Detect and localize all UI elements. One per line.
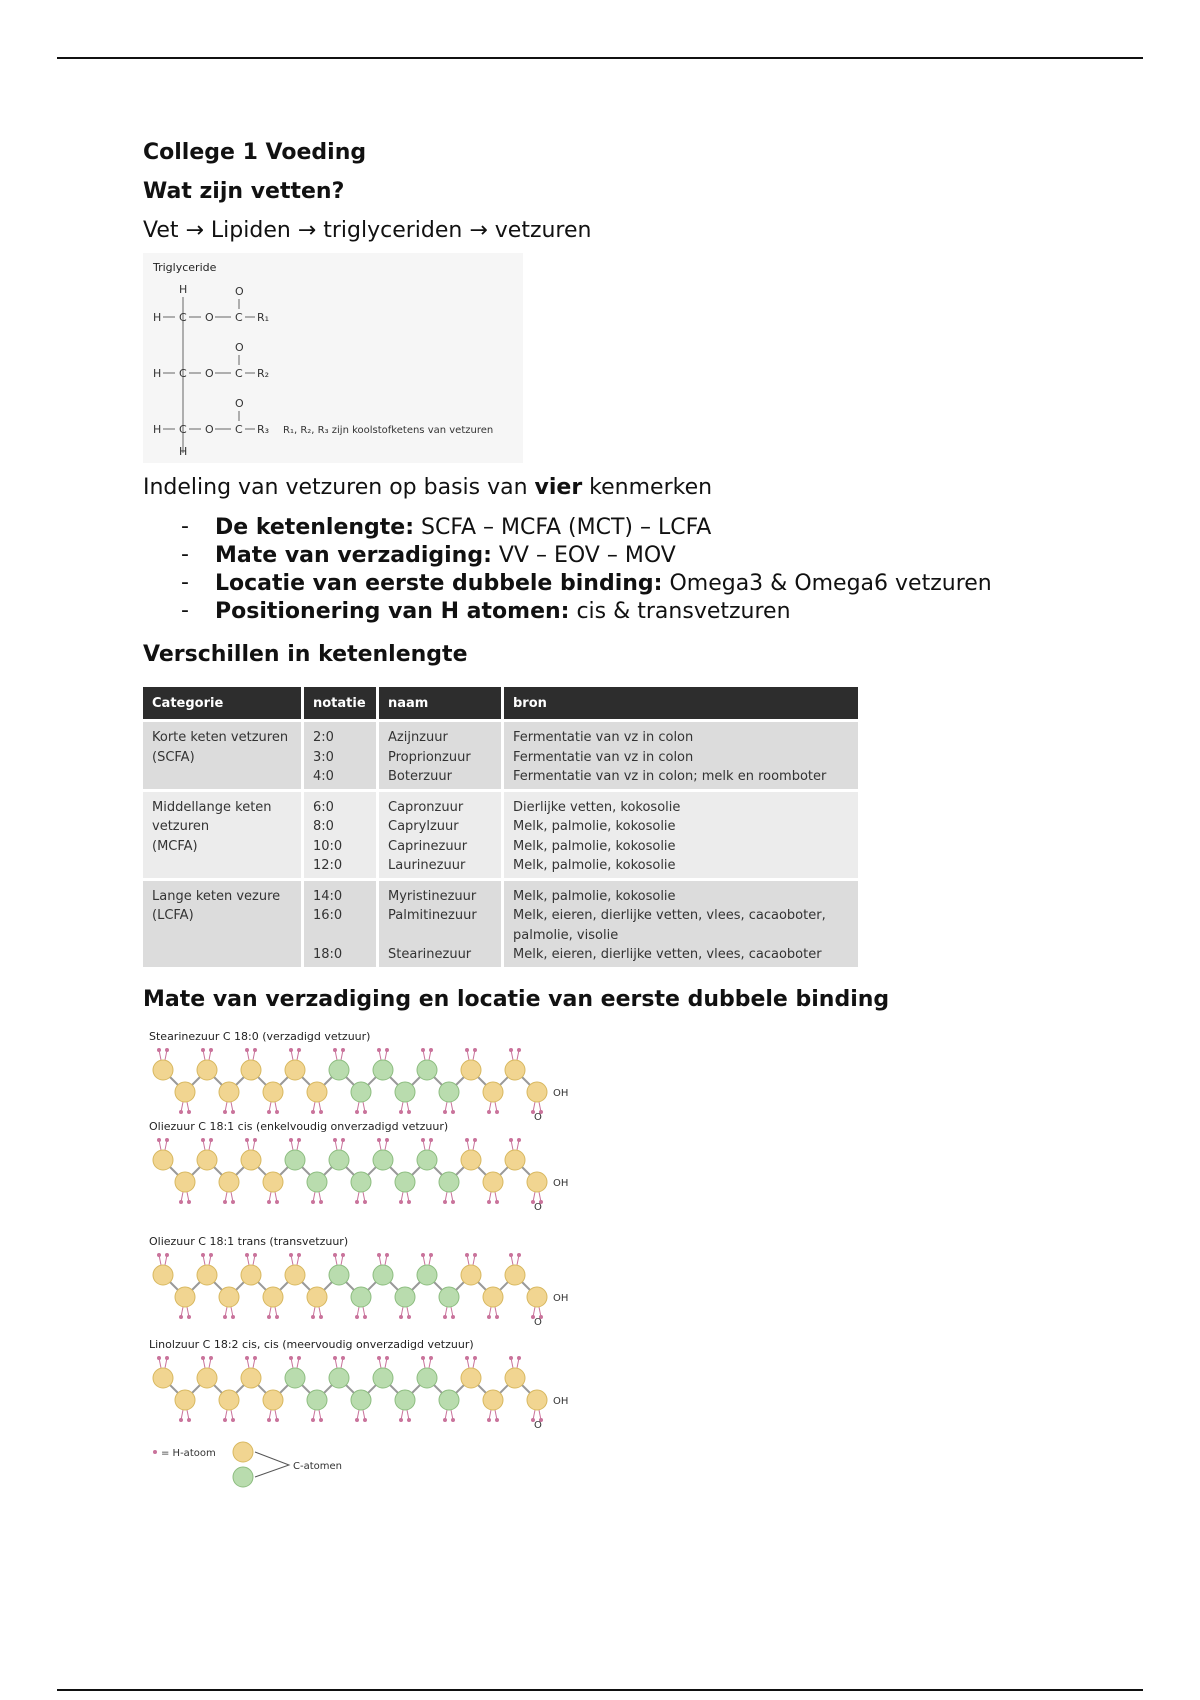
carbon-atom <box>329 1150 349 1170</box>
hydrogen-atom <box>451 1200 455 1204</box>
heading-what-are-fats: Wat zijn vetten? <box>143 179 345 204</box>
table-cell: 6:0 8:0 10:0 12:0 <box>303 790 378 879</box>
hydrogen-atom <box>429 1048 433 1052</box>
hydrogen-atom <box>487 1200 491 1204</box>
list-item: - Positionering van H atomen: cis & transvetzuren <box>143 598 1143 626</box>
hydrogen-atom <box>297 1253 301 1257</box>
hydrogen-atom <box>473 1048 477 1052</box>
hydrogen-atom <box>223 1110 227 1114</box>
carbon-atom <box>505 1150 525 1170</box>
hydrogen-atom <box>509 1356 513 1360</box>
o-label: O <box>534 1419 542 1431</box>
hydrogen-atom <box>157 1138 161 1142</box>
list-item: - De ketenlengte: SCFA – MCFA (MCT) – LCFA <box>143 514 1143 542</box>
hydrogen-atom <box>245 1253 249 1257</box>
hydrogen-atom <box>399 1315 403 1319</box>
hydrogen-atom <box>267 1315 271 1319</box>
hydrogen-atom <box>385 1048 389 1052</box>
hydrogen-atom <box>223 1200 227 1204</box>
hydrogen-atom <box>443 1418 447 1422</box>
oh-label: OH <box>553 1395 569 1407</box>
hydrogen-atom <box>201 1356 205 1360</box>
hydrogen-atom <box>407 1418 411 1422</box>
svg-text:R₂: R₂ <box>257 367 270 380</box>
hydrogen-atom <box>333 1253 337 1257</box>
lipid-chain-line: Vet → Lipiden → triglyceriden → vetzuren <box>143 218 592 243</box>
svg-text:R₁: R₁ <box>257 311 270 324</box>
carbon-atom <box>263 1390 283 1410</box>
carbon-atom <box>241 1265 261 1285</box>
carbon-atom <box>285 1265 305 1285</box>
carbon-atom <box>373 1150 393 1170</box>
svg-text:H: H <box>153 311 162 324</box>
hydrogen-atom <box>443 1200 447 1204</box>
hydrogen-atom <box>377 1138 381 1142</box>
hydrogen-atom <box>201 1138 205 1142</box>
carbon-atom <box>307 1287 327 1307</box>
hydrogen-atom <box>231 1418 235 1422</box>
hydrogen-atom <box>209 1048 213 1052</box>
hydrogen-atom <box>429 1138 433 1142</box>
hydrogen-atom <box>517 1138 521 1142</box>
chain-length-table <box>143 687 861 967</box>
svg-text:C: C <box>179 423 187 436</box>
list-item: - Mate van verzadiging: VV – EOV – MOV <box>143 542 1143 570</box>
carbon-atom <box>483 1172 503 1192</box>
hydrogen-atom <box>275 1315 279 1319</box>
hydrogen-atom <box>451 1110 455 1114</box>
triglyceride-title: Triglyceride <box>153 261 217 274</box>
column-header: naam <box>378 687 503 721</box>
hydrogen-atom <box>465 1356 469 1360</box>
svg-text:H: H <box>153 367 162 380</box>
carbon-atom <box>329 1368 349 1388</box>
hydrogen-atom <box>187 1110 191 1114</box>
carbon-atom <box>241 1060 261 1080</box>
hydrogen-atom <box>209 1138 213 1142</box>
carbon-atom <box>329 1060 349 1080</box>
svg-text:O: O <box>235 341 244 354</box>
hydrogen-atom <box>245 1048 249 1052</box>
carbon-atom <box>417 1265 437 1285</box>
hydrogen-atom <box>297 1138 301 1142</box>
carbon-atom <box>439 1390 459 1410</box>
hydrogen-atom <box>289 1253 293 1257</box>
carbon-atom <box>439 1172 459 1192</box>
table-cell: Middellange keten vetzuren (MCFA) <box>143 790 303 879</box>
carbon-atom <box>373 1060 393 1080</box>
carbon-atom <box>241 1150 261 1170</box>
carbon-atom <box>219 1390 239 1410</box>
hydrogen-atom <box>473 1253 477 1257</box>
hydrogen-atom <box>473 1356 477 1360</box>
hydrogen-atom <box>245 1356 249 1360</box>
hydrogen-atom <box>289 1356 293 1360</box>
hydrogen-atom <box>429 1356 433 1360</box>
table-row <box>143 790 860 879</box>
hydrogen-atom <box>253 1253 257 1257</box>
hydrogen-atom <box>319 1110 323 1114</box>
heading-chain-length: Verschillen in ketenlengte <box>143 642 468 667</box>
hydrogen-atom <box>421 1138 425 1142</box>
oh-label: OH <box>553 1177 569 1189</box>
hydrogen-atom <box>157 1356 161 1360</box>
carbon-atom <box>197 1265 217 1285</box>
svg-text:C: C <box>235 423 243 436</box>
svg-text:O: O <box>205 367 214 380</box>
table-cell: Myristinezuur Palmitinezuur Stearinezuur <box>378 879 503 967</box>
carbon-atom <box>461 1368 481 1388</box>
table-cell: Azijnzuur Proprionzuur Boterzuur <box>378 721 503 791</box>
triglyceride-caption: R₁, R₂, R₃ zijn koolstofketens van vetzuren <box>283 425 494 436</box>
hydrogen-atom <box>495 1315 499 1319</box>
hydrogen-atom <box>341 1048 345 1052</box>
hydrogen-atom <box>187 1315 191 1319</box>
hydrogen-atom <box>231 1315 235 1319</box>
hydrogen-atom <box>267 1418 271 1422</box>
carbon-atom <box>263 1287 283 1307</box>
hydrogen-atom <box>253 1138 257 1142</box>
table-cell: 14:0 16:0 18:0 <box>303 879 378 967</box>
carbon-atom <box>197 1150 217 1170</box>
carbon-atom <box>197 1368 217 1388</box>
hydrogen-atom <box>487 1315 491 1319</box>
hydrogen-atom <box>487 1110 491 1114</box>
carbon-atom <box>417 1060 437 1080</box>
hydrogen-atom <box>201 1048 205 1052</box>
carbon-atom <box>461 1265 481 1285</box>
carbon-atom <box>505 1368 525 1388</box>
hydrogen-atom <box>399 1418 403 1422</box>
svg-text:C: C <box>235 367 243 380</box>
hydrogen-atom <box>421 1253 425 1257</box>
classification-intro: Indeling van vetzuren op basis van vier kenmerken <box>143 475 713 500</box>
hydrogen-atom <box>407 1200 411 1204</box>
column-header: Categorie <box>143 687 303 721</box>
carbon-atom <box>395 1390 415 1410</box>
table-cell: Korte keten vetzuren (SCFA) <box>143 721 303 791</box>
carbon-atom <box>483 1082 503 1102</box>
carbon-atom <box>505 1060 525 1080</box>
chain-label: Stearinezuur C 18:0 (verzadigd vetzuur) <box>149 1029 371 1043</box>
hydrogen-atom <box>407 1110 411 1114</box>
legend-carbon-swatch <box>233 1442 253 1462</box>
hydrogen-atom <box>355 1110 359 1114</box>
carbon-atom <box>285 1150 305 1170</box>
footer-rule <box>57 1689 1143 1691</box>
hydrogen-atom <box>509 1048 513 1052</box>
oh-label: OH <box>553 1292 569 1304</box>
hydrogen-atom <box>319 1418 323 1422</box>
hydrogen-atom <box>275 1418 279 1422</box>
classification-list <box>143 514 1143 626</box>
hydrogen-atom <box>223 1418 227 1422</box>
hydrogen-atom <box>421 1048 425 1052</box>
carbon-atom <box>373 1265 393 1285</box>
carbon-atom <box>395 1082 415 1102</box>
carbon-atom <box>175 1287 195 1307</box>
hydrogen-atom <box>517 1253 521 1257</box>
hydrogen-atom <box>267 1200 271 1204</box>
hydrogen-atom <box>451 1315 455 1319</box>
svg-text:C: C <box>235 311 243 324</box>
carbon-atom <box>307 1082 327 1102</box>
hydrogen-atom <box>157 1048 161 1052</box>
table-cell: Fermentatie van vz in colon Fermentatie van vz in colon Fermentatie van vz in colon; melk en roomboter <box>503 721 860 791</box>
svg-text:H: H <box>153 423 162 436</box>
svg-text:H: H <box>179 283 188 296</box>
carbon-atom <box>461 1060 481 1080</box>
hydrogen-atom <box>179 1315 183 1319</box>
hydrogen-atom <box>341 1253 345 1257</box>
hydrogen-atom <box>473 1138 477 1142</box>
hydrogen-atom <box>333 1048 337 1052</box>
carbon-atom <box>153 1368 173 1388</box>
hydrogen-atom <box>509 1253 513 1257</box>
hydrogen-atom <box>333 1138 337 1142</box>
hydrogen-atom <box>333 1356 337 1360</box>
hydrogen-atom <box>157 1253 161 1257</box>
carbon-atom <box>461 1150 481 1170</box>
hydrogen-atom <box>275 1110 279 1114</box>
hydrogen-atom <box>355 1418 359 1422</box>
hydrogen-atom <box>421 1356 425 1360</box>
column-header: notatie <box>303 687 378 721</box>
page-title: College 1 Voeding <box>143 140 367 165</box>
table-cell: 2:0 3:0 4:0 <box>303 721 378 791</box>
carbon-atom <box>241 1368 261 1388</box>
carbon-atom <box>285 1368 305 1388</box>
svg-text:C: C <box>179 311 187 324</box>
o-label: O <box>534 1201 542 1213</box>
svg-text:O: O <box>235 285 244 298</box>
legend-bracket <box>255 1452 289 1477</box>
hydrogen-atom <box>297 1356 301 1360</box>
chain-label: Linolzuur C 18:2 cis, cis (meervoudig onverzadigd vetzuur) <box>149 1337 474 1351</box>
hydrogen-atom <box>201 1253 205 1257</box>
carbon-atom <box>175 1082 195 1102</box>
hydrogen-atom <box>443 1110 447 1114</box>
hydrogen-atom <box>465 1048 469 1052</box>
hydrogen-atom <box>355 1200 359 1204</box>
hydrogen-atom <box>363 1200 367 1204</box>
hydrogen-atom <box>297 1048 301 1052</box>
svg-text:O: O <box>205 423 214 436</box>
legend-hydrogen-label: = H-atoom <box>161 1447 216 1459</box>
carbon-atom <box>153 1150 173 1170</box>
legend-carbon-swatch <box>233 1467 253 1487</box>
svg-text:H: H <box>179 445 188 458</box>
hydrogen-atom <box>377 1253 381 1257</box>
hydrogen-atom <box>179 1200 183 1204</box>
carbon-atom <box>307 1390 327 1410</box>
hydrogen-atom <box>253 1048 257 1052</box>
hydrogen-atom <box>231 1200 235 1204</box>
carbon-atom <box>219 1287 239 1307</box>
carbon-atom <box>329 1265 349 1285</box>
heading-saturation: Mate van verzadiging en locatie van eerste dubbele binding <box>143 986 890 1012</box>
hydrogen-atom <box>209 1253 213 1257</box>
carbon-atom <box>351 1082 371 1102</box>
hydrogen-atom <box>341 1138 345 1142</box>
carbon-atom <box>417 1150 437 1170</box>
carbon-atom <box>527 1172 547 1192</box>
hydrogen-atom <box>363 1315 367 1319</box>
fatty-acid-figure <box>143 1022 623 1492</box>
hydrogen-atom <box>253 1356 257 1360</box>
legend-hydrogen-swatch <box>153 1450 157 1454</box>
carbon-atom <box>527 1082 547 1102</box>
hydrogen-atom <box>465 1138 469 1142</box>
hydrogen-atom <box>363 1110 367 1114</box>
oh-label: OH <box>553 1087 569 1099</box>
svg-text:R₃: R₃ <box>257 423 270 436</box>
hydrogen-atom <box>319 1200 323 1204</box>
hydrogen-atom <box>385 1253 389 1257</box>
carbon-atom <box>527 1287 547 1307</box>
hydrogen-atom <box>487 1418 491 1422</box>
table-cell: Capronzuur Caprylzuur Caprinezuur Laurinezuur <box>378 790 503 879</box>
carbon-atom <box>439 1287 459 1307</box>
hydrogen-atom <box>465 1253 469 1257</box>
carbon-atom <box>527 1390 547 1410</box>
hydrogen-atom <box>275 1200 279 1204</box>
hydrogen-atom <box>311 1315 315 1319</box>
carbon-atom <box>351 1390 371 1410</box>
hydrogen-atom <box>517 1048 521 1052</box>
hydrogen-atom <box>355 1315 359 1319</box>
carbon-atom <box>175 1390 195 1410</box>
hydrogen-atom <box>165 1138 169 1142</box>
svg-text:O: O <box>205 311 214 324</box>
carbon-atom <box>351 1172 371 1192</box>
hydrogen-atom <box>179 1110 183 1114</box>
carbon-atom <box>351 1287 371 1307</box>
carbon-atom <box>483 1390 503 1410</box>
carbon-atom <box>285 1060 305 1080</box>
hydrogen-atom <box>385 1356 389 1360</box>
table-row <box>143 721 860 791</box>
hydrogen-atom <box>451 1418 455 1422</box>
document-body <box>143 140 1143 1496</box>
carbon-atom <box>263 1082 283 1102</box>
carbon-atom <box>153 1265 173 1285</box>
hydrogen-atom <box>377 1356 381 1360</box>
legend-carbon-label: C-atomen <box>293 1460 342 1472</box>
list-item: - Locatie van eerste dubbele binding: Omega3 & Omega6 vetzuren <box>143 570 1143 598</box>
carbon-atom <box>197 1060 217 1080</box>
table-cell: Dierlijke vetten, kokosolie Melk, palmolie, kokosolie Melk, palmolie, kokosolie Melk, palmolie, kokosolie <box>503 790 860 879</box>
carbon-atom <box>219 1172 239 1192</box>
carbon-atom <box>505 1265 525 1285</box>
o-label: O <box>534 1111 542 1123</box>
hydrogen-atom <box>311 1110 315 1114</box>
hydrogen-atom <box>179 1418 183 1422</box>
hydrogen-atom <box>311 1200 315 1204</box>
carbon-atom <box>153 1060 173 1080</box>
hydrogen-atom <box>429 1253 433 1257</box>
carbon-atom <box>219 1082 239 1102</box>
hydrogen-atom <box>165 1253 169 1257</box>
hydrogen-atom <box>509 1138 513 1142</box>
carbon-atom <box>395 1287 415 1307</box>
carbon-atom <box>373 1368 393 1388</box>
hydrogen-atom <box>399 1200 403 1204</box>
carbon-atom <box>439 1082 459 1102</box>
svg-text:O: O <box>235 397 244 410</box>
table-cell: Lange keten vezure (LCFA) <box>143 879 303 967</box>
hydrogen-atom <box>495 1110 499 1114</box>
hydrogen-atom <box>231 1110 235 1114</box>
hydrogen-atom <box>443 1315 447 1319</box>
hydrogen-atom <box>245 1138 249 1142</box>
o-label: O <box>534 1316 542 1328</box>
svg-text:C: C <box>179 367 187 380</box>
hydrogen-atom <box>209 1356 213 1360</box>
hydrogen-atom <box>495 1200 499 1204</box>
table-header-row <box>143 687 860 721</box>
hydrogen-atom <box>289 1048 293 1052</box>
table-cell: Melk, palmolie, kokosolie Melk, eieren, dierlijke vetten, vlees, cacaoboter, palmolie, visolie Melk, eieren, dierlijke vetten, vlees, cacaoboter <box>503 879 860 967</box>
hydrogen-atom <box>319 1315 323 1319</box>
hydrogen-atom <box>377 1048 381 1052</box>
hydrogen-atom <box>311 1418 315 1422</box>
triglyceride-figure <box>143 253 523 463</box>
hydrogen-atom <box>223 1315 227 1319</box>
carbon-atom <box>417 1368 437 1388</box>
carbon-atom <box>307 1172 327 1192</box>
hydrogen-atom <box>399 1110 403 1114</box>
hydrogen-atom <box>341 1356 345 1360</box>
carbon-atom <box>263 1172 283 1192</box>
hydrogen-atom <box>187 1200 191 1204</box>
chain-label: Oliezuur C 18:1 trans (transvetzuur) <box>149 1234 349 1248</box>
hydrogen-atom <box>289 1138 293 1142</box>
column-header: bron <box>503 687 860 721</box>
carbon-atom <box>175 1172 195 1192</box>
hydrogen-atom <box>187 1418 191 1422</box>
hydrogen-atom <box>165 1356 169 1360</box>
hydrogen-atom <box>407 1315 411 1319</box>
hydrogen-atom <box>165 1048 169 1052</box>
hydrogen-atom <box>495 1418 499 1422</box>
hydrogen-atom <box>363 1418 367 1422</box>
carbon-atom <box>483 1287 503 1307</box>
hydrogen-atom <box>385 1138 389 1142</box>
hydrogen-atom <box>517 1356 521 1360</box>
hydrogen-atom <box>267 1110 271 1114</box>
header-rule <box>57 57 1143 59</box>
table-row <box>143 879 860 967</box>
chain-label: Oliezuur C 18:1 cis (enkelvoudig onverzadigd vetzuur) <box>149 1119 449 1133</box>
carbon-atom <box>395 1172 415 1192</box>
